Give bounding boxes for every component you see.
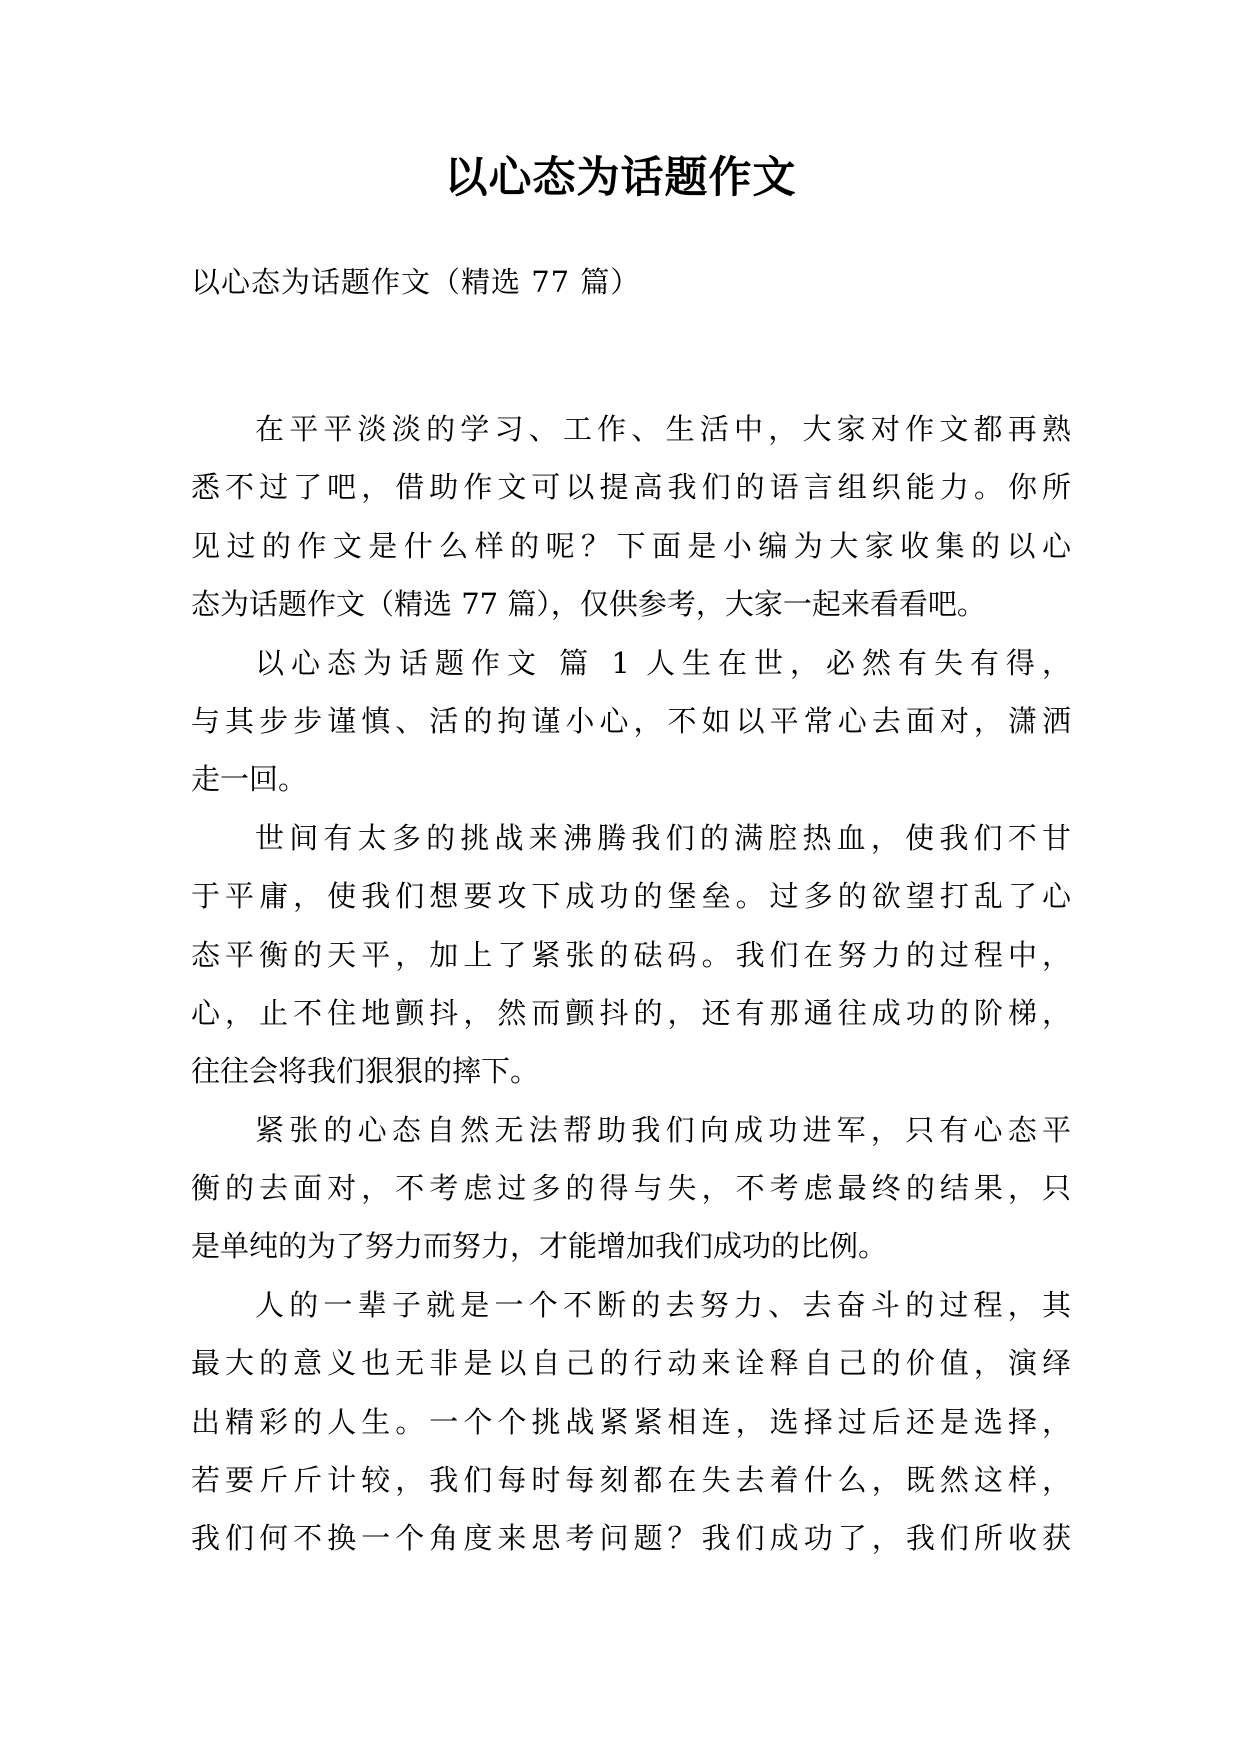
page-title: 以心态为话题作文 <box>444 153 797 203</box>
paragraph-4-line-3: 是单纯的为了努力而努力，才能增加我们成功的比例。 <box>191 1229 888 1264</box>
paragraph-2-line-3: 走一回。 <box>191 762 308 797</box>
paragraph-3-line-2: 于平庸，使我们想要攻下成功的堡垒。过多的欲望打乱了心 <box>191 879 1071 914</box>
body-text <box>191 400 1071 1568</box>
paragraph-5-line-3: 出精彩的人生。一个个挑战紧紧相连，选择过后还是选择， <box>191 1404 1071 1439</box>
paragraph-3-line-4: 心，止不住地颤抖，然而颤抖的，还有那通往成功的阶梯， <box>191 995 1071 1030</box>
paragraph-5-line-5: 我们何不换一个角度来思考问题？我们成功了，我们所收获 <box>191 1521 1071 1556</box>
paragraph-4-line-1: 紧张的心态自然无法帮助我们向成功进军，只有心态平 <box>255 1112 1071 1147</box>
paragraph-5-line-1: 人的一辈子就是一个不断的去努力、去奋斗的过程，其 <box>255 1287 1071 1322</box>
paragraph-1-line-2: 悉不过了吧，借助作文可以提高我们的语言组织能力。你所 <box>191 470 1071 505</box>
paragraph-5-line-2: 最大的意义也无非是以自己的行动来诠释自己的价值，演绎 <box>191 1346 1071 1381</box>
paragraph-1-line-4: 态为话题作文（精选 77 篇），仅供参考，大家一起来看看吧。 <box>191 587 986 622</box>
paragraph-4-line-2: 衡的去面对，不考虑过多的得与失，不考虑最终的结果，只 <box>191 1171 1071 1206</box>
paragraph-2-line-1: 以心态为话题作文 篇 1 人生在世，必然有失有得， <box>255 645 1071 680</box>
paragraph-5-line-4: 若要斤斤计较，我们每时每刻都在失去着什么，既然这样， <box>191 1463 1071 1498</box>
paragraph-1-line-1: 在平平淡淡的学习、工作、生活中，大家对作文都再熟 <box>255 412 1071 446</box>
paragraph-3-line-3: 态平衡的天平，加上了紧张的砝码。我们在努力的过程中， <box>191 937 1071 972</box>
paragraph-3-line-5: 往往会将我们狠狠的摔下。 <box>191 1054 540 1089</box>
paragraph-3-line-1: 世间有太多的挑战来沸腾我们的满腔热血，使我们不甘 <box>255 820 1071 855</box>
document-subtitle: 以心态为话题作文（精选 77 篇） <box>191 265 641 299</box>
paragraph-1-line-3: 见过的作文是什么样的呢？下面是小编为大家收集的以心 <box>191 528 1071 563</box>
paragraph-2-line-2: 与其步步谨慎、活的拘谨小心，不如以平常心去面对，潇洒 <box>191 703 1071 738</box>
